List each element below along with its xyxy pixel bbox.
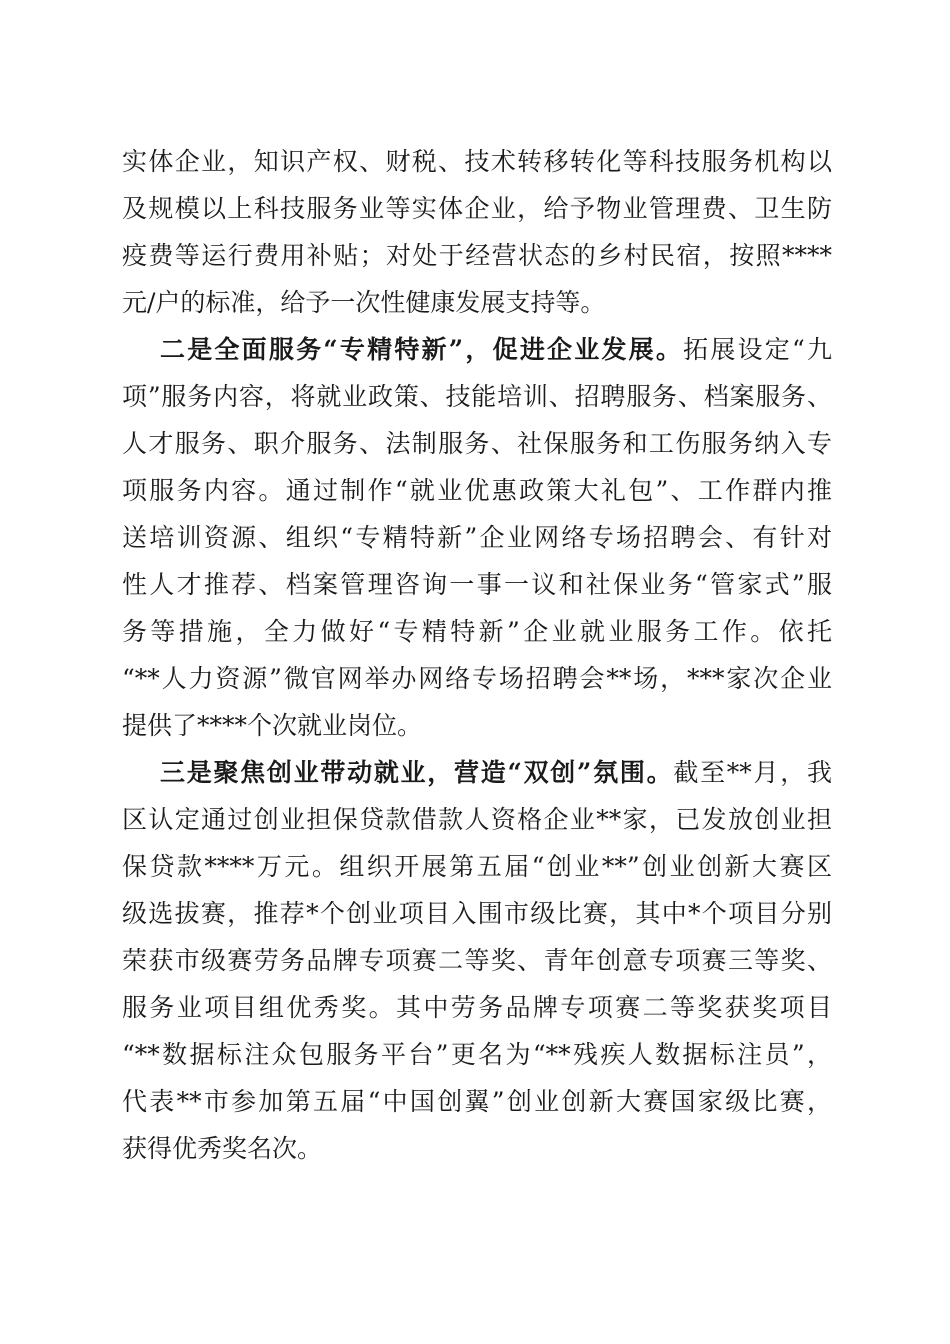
paragraph-2-line-8: “**人力资源”微官网举办网络专场招聘会**场，***家次企业 — [122, 664, 832, 693]
paragraph-2-line-6: 性人才推荐、档案管理咨询一事一议和社保业务“管家式”服 — [122, 570, 832, 599]
paragraph-2-line-1 — [160, 333, 832, 367]
paragraph-2-lead: 二是全面服务“专精特新”，促进企业发展。 — [160, 335, 684, 364]
paragraph-3-line-7: “**数据标注众包服务平台”更名为“**残疾人数据标注员”， — [122, 1040, 832, 1069]
paragraph-2-line-2: 项”服务内容，将就业政策、技能培训、招聘服务、档案服务、 — [122, 382, 832, 411]
paragraph-3-line-2: 区认定通过创业担保贷款借款人资格企业**家，已发放创业担 — [122, 805, 832, 834]
paragraph-1-line-3: 疫费等运行费用补贴；对处于经营状态的乡村民宿，按照**** — [122, 241, 832, 270]
paragraph-3-lead: 三是聚焦创业带动就业，营造“双创”氛围。 — [160, 758, 674, 787]
paragraph-2-line-5: 送培训资源、组织“专精特新”企业网络专场招聘会、有针对 — [122, 523, 832, 552]
paragraph-3-line-5: 荣获市级赛劳务品牌专项赛二等奖、青年创意专项赛三等奖、 — [122, 946, 832, 975]
paragraph-2-line-7: 务等措施，全力做好“专精特新”企业就业服务工作。依托 — [122, 617, 832, 646]
paragraph-1-line-4: 元/户的标准，给予一次性健康发展支持等。 — [122, 288, 606, 317]
paragraph-2-first-rest: 拓展设定“九 — [683, 335, 832, 364]
paragraph-3-line-8: 代表**市参加第五届“中国创翼”创业创新大赛国家级比赛， — [122, 1087, 832, 1116]
paragraph-3-line-4: 级选拔赛，推荐*个创业项目入围市级比赛，其中*个项目分别 — [122, 899, 832, 928]
paragraph-2-line-4: 项服务内容。通过制作“就业优惠政策大礼包”、工作群内推 — [122, 476, 832, 505]
paragraph-3-line-3: 保贷款****万元。组织开展第五届“创业**”创业创新大赛区 — [122, 852, 832, 881]
paragraph-3-first-rest: 截至**月，我 — [673, 758, 832, 787]
paragraph-2-line-9: 提供了****个次就业岗位。 — [122, 711, 423, 740]
paragraph-2-line-3: 人才服务、职介服务、法制服务、社保服务和工伤服务纳入专 — [122, 429, 832, 458]
paragraph-3-line-1 — [160, 756, 832, 790]
paragraph-3-line-6: 服务业项目组优秀奖。其中劳务品牌专项赛二等奖获奖项目 — [122, 993, 832, 1022]
paragraph-1-line-1: 实体企业，知识产权、财税、技术转移转化等科技服务机构以 — [122, 147, 832, 176]
paragraph-1-line-2: 及规模以上科技服务业等实体企业，给予物业管理费、卫生防 — [122, 194, 832, 223]
paragraph-3-line-9: 获得优秀奖名次。 — [122, 1134, 323, 1163]
